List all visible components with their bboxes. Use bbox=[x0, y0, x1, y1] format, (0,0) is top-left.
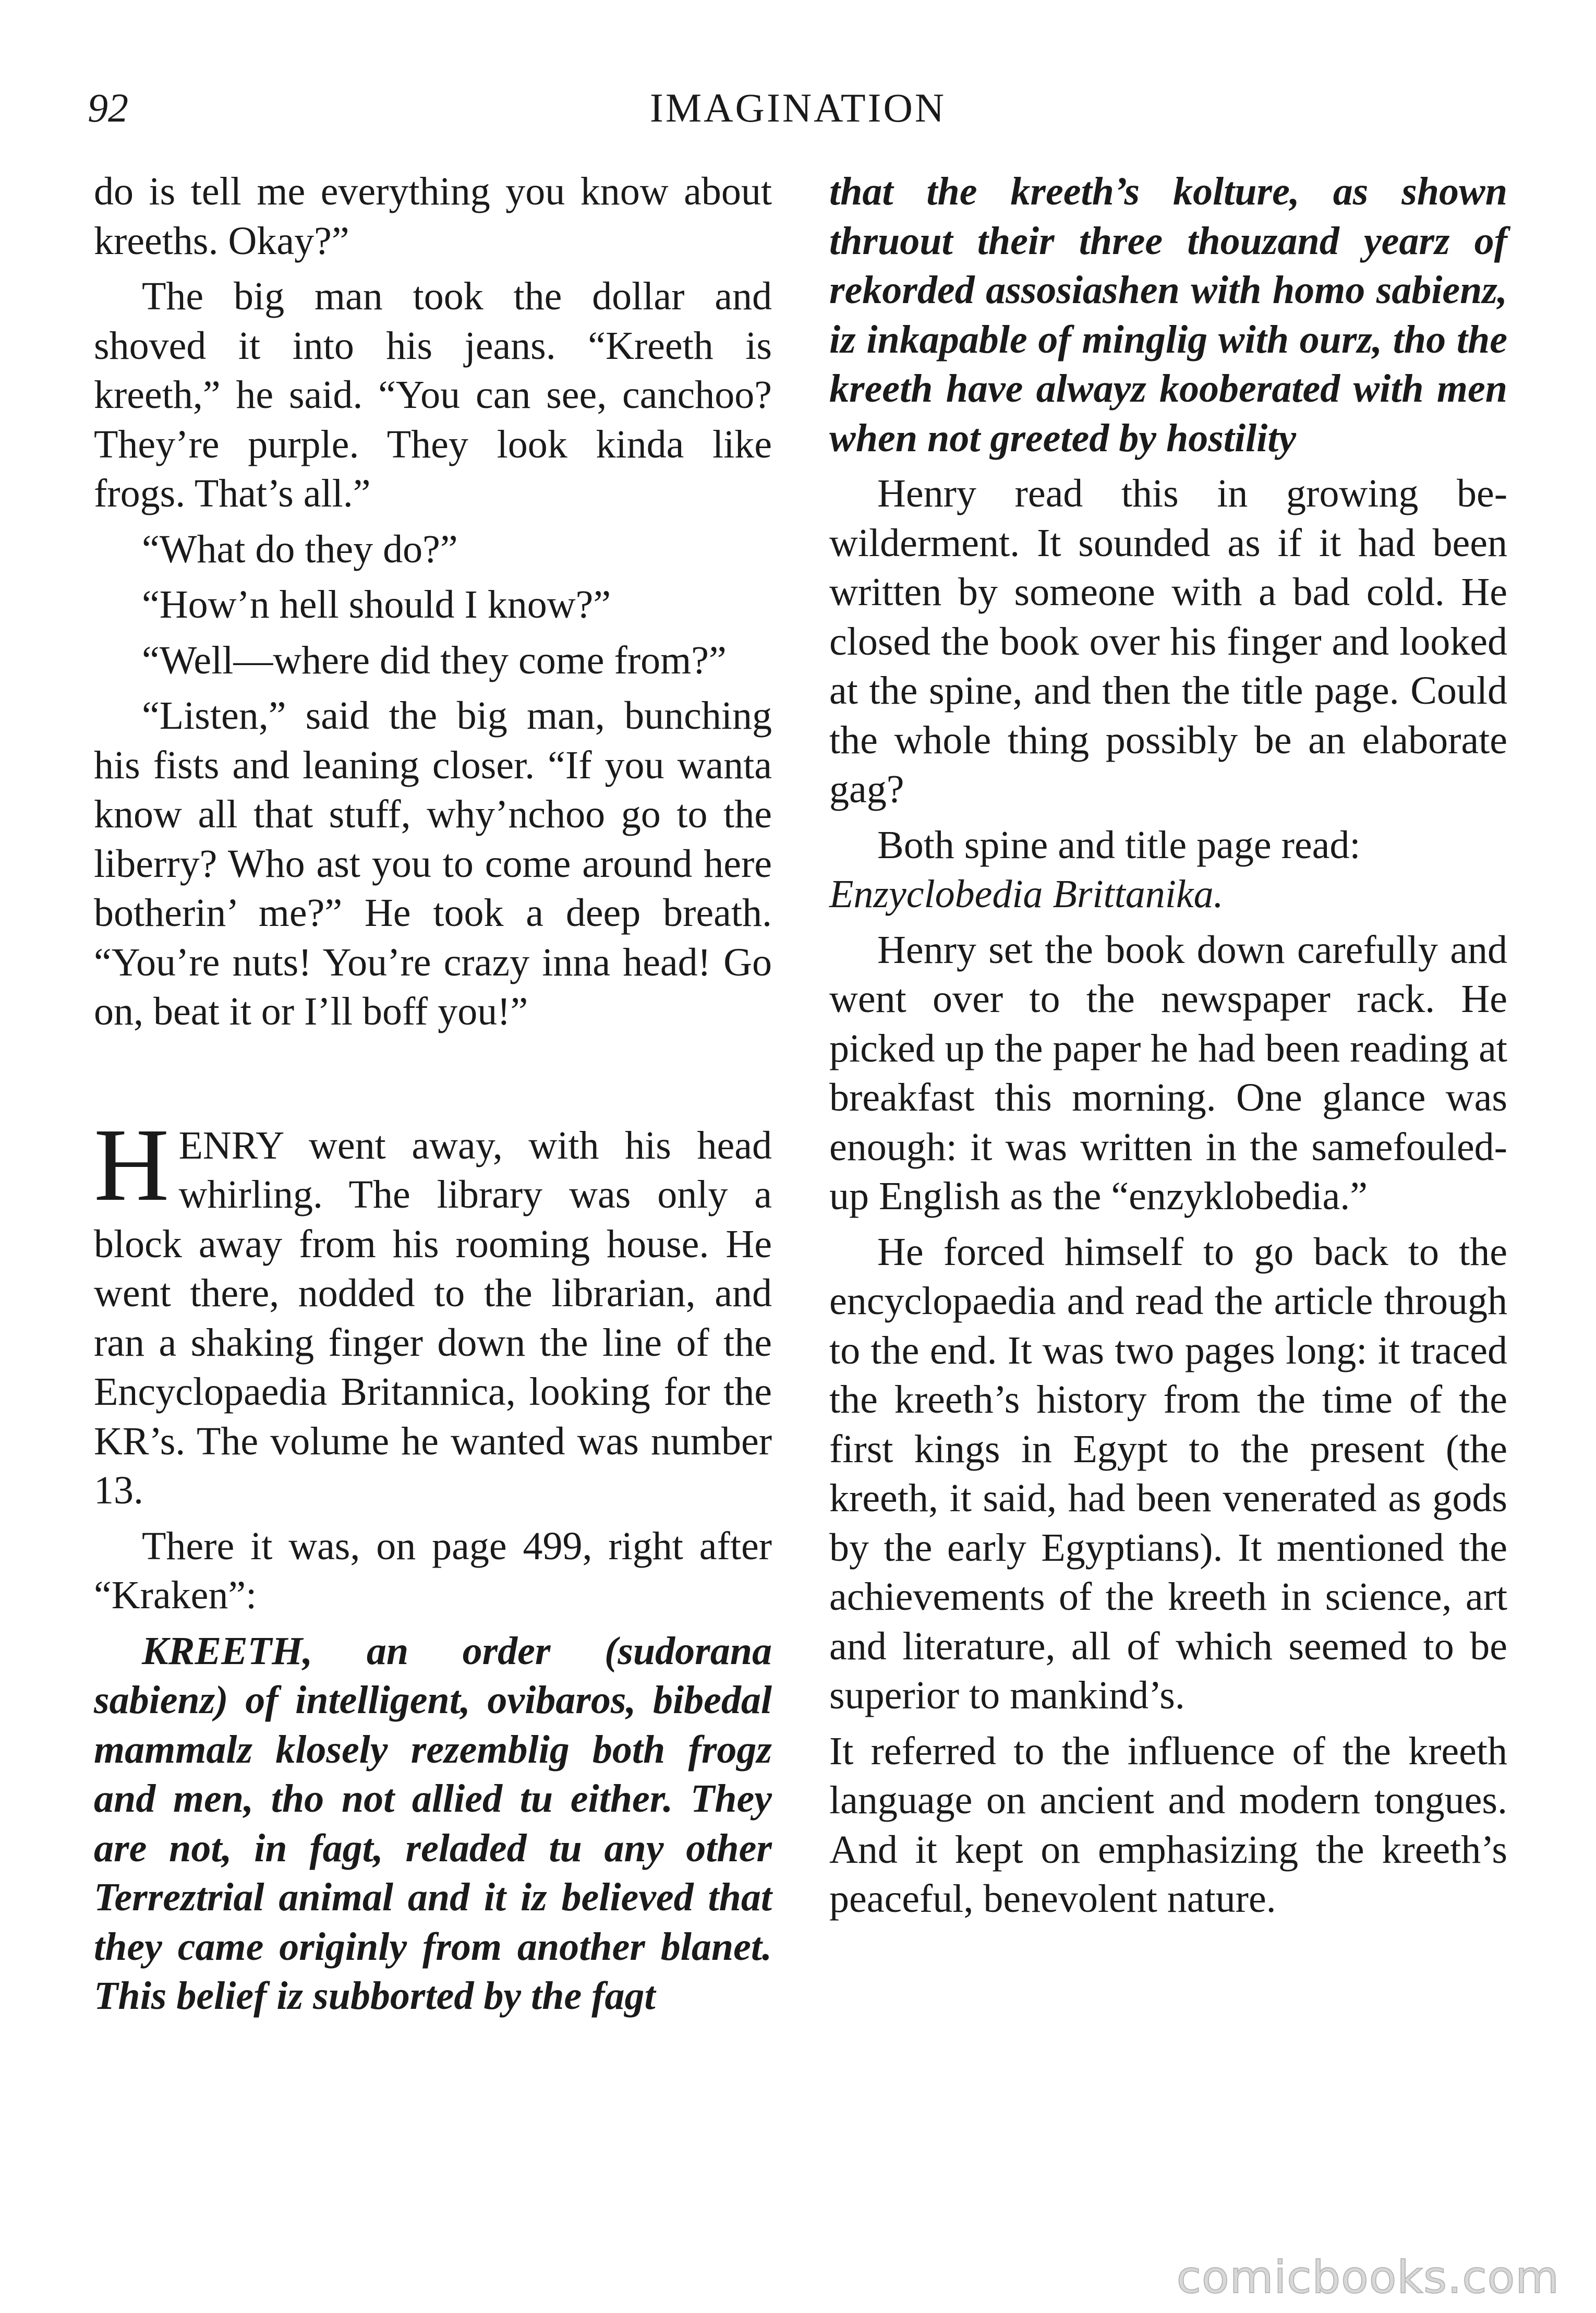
book-title: Enzyclobedia Brittanika. bbox=[829, 872, 1224, 916]
right-column bbox=[829, 167, 1507, 1930]
paragraph: Henry read this in growing bewilderment. It sounded as if it had been written by someone with a bad cold. He closed the book over his finger and looked at the spine, and then the title page. Could the whole thing possibly be an elaborate gag? bbox=[829, 472, 1507, 811]
paragraph: “What do they do?” bbox=[142, 527, 458, 571]
paragraph: There it was, on page 499, right after “Kraken”: bbox=[94, 1524, 772, 1617]
paragraph: do is tell me everything you know about kreeths. Okay?” bbox=[94, 170, 772, 263]
section-paragraph-text: ENRY went away, with his head whirling. The library was only a block away from his rooming house. He went there, nodded to the librarian, and ran a shaking finger down the line of the Encyclopaedia Britannica, looking for the KR’s. The volume he wanted was number 13. bbox=[94, 1123, 772, 1512]
paragraph: It referred to the influence of the kreeth language on ancient and modern tongues. And it kept on emphasizing the kreeth’s peaceful, benevolent nature. bbox=[829, 1729, 1507, 1921]
paragraph: “How’n hell should I know?” bbox=[142, 583, 611, 627]
paragraph: “Well—where did they come from?” bbox=[142, 638, 727, 682]
paragraph: The big man took the dollar and shoved it into his jeans. “Kreeth is kreeth,” he said. “You can see, canchoo? They’re purple. They look kinda like frogs. That’s all.” bbox=[94, 274, 772, 515]
page-header bbox=[0, 78, 1596, 136]
paragraph: “Listen,” said the big man, bunching his fists and leaning closer. “If you wanta know all that stuff, why’nchoo go to the liberry? Who ast you to come around here botherin’ me?” He took a deep breath. “You’re nuts! You’re crazy inna head! Go on, beat it or I’ll boff you!” bbox=[94, 694, 772, 1033]
encyclopedia-entry-continued: that the kreeth’s kolture, as shown thruout their three thouzand yearz of rekorded assosiashen with homo sabienz, iz inkapable of minglig with ourz, tho the kreeth have alwayz kooberated with men when not greeted by hostility bbox=[829, 170, 1507, 460]
watermark: comicbooks.com bbox=[1176, 2251, 1559, 2304]
drop-cap: H bbox=[94, 1107, 170, 1223]
encyclopedia-entry: KREETH, an order (sudorana sabienz) of intelligent, ovibaros, bibedal mammalz klosely rezemblig both frogz and men, tho not allied tu either. They are not, in fagt, reladed tu any other Terreztrial animal and it iz believed that they came originly from another blanet. This belief iz subborted by the fagt bbox=[94, 1629, 772, 2018]
paragraph: He forced himself to go back to the encyclopaedia and read the article through to the end. It was two pages long: it traced the kreeth’s history from the time of the first kings in Egypt to the present (the kreeth, it said, had been venerated as gods by the early Egyptians). It mentioned the achievements of the kreeth in science, art and literature, all of which seemed to be superior to mankind’s. bbox=[829, 1230, 1507, 1717]
running-title: IMAGINATION bbox=[649, 85, 947, 130]
left-column bbox=[94, 167, 772, 2027]
paragraph: Henry set the book down carefully and went over to the newspaper rack. He picked up the paper he had been reading at breakfast this morning. One glance was enough: it was written in the samefouled-up English as the “enzyklobedia.” bbox=[829, 927, 1507, 1218]
paragraph: Both spine and title page read: bbox=[877, 823, 1361, 867]
section-opening-paragraph bbox=[94, 1107, 772, 1515]
page-number: 92 bbox=[88, 85, 128, 130]
section-break bbox=[94, 1043, 772, 1121]
